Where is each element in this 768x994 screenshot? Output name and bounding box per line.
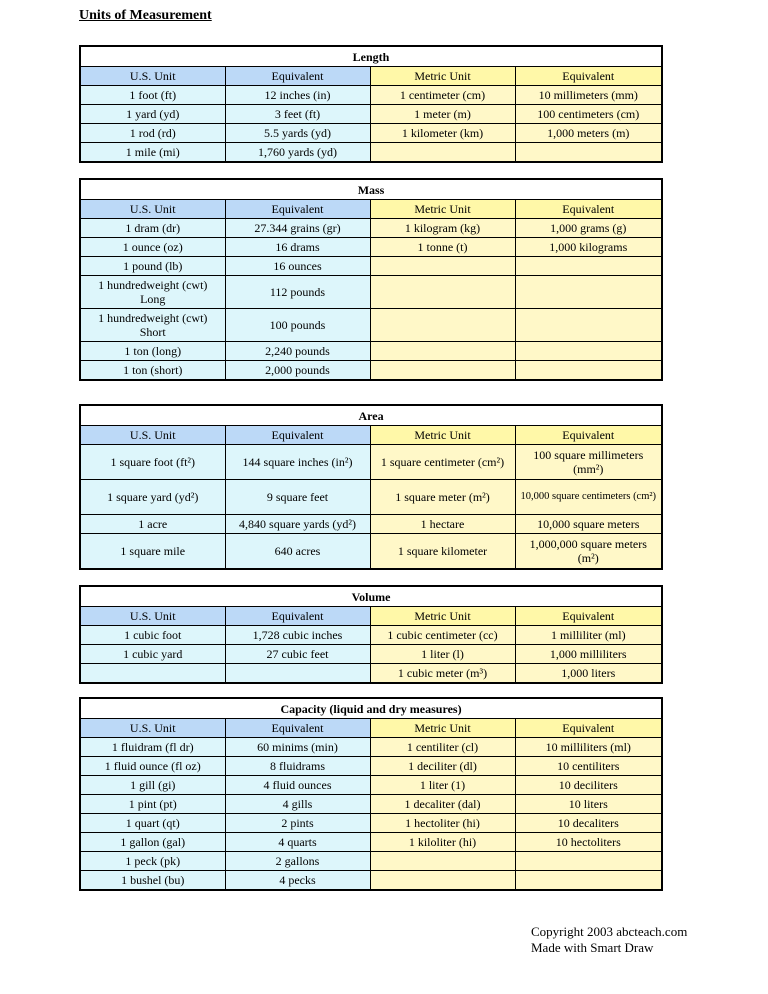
copyright-text: Copyright 2003 abcteach.com (531, 924, 688, 939)
cell-us-unit: 1 gill (gi) (80, 776, 225, 795)
table-row (80, 515, 662, 534)
cell-metric-unit: 1 square meter (m²) (370, 480, 515, 515)
cell-us-equivalent: 4 gills (225, 795, 370, 814)
cell-us-equivalent (225, 664, 370, 683)
cell-us-unit: 1 ounce (oz) (80, 238, 225, 257)
cell-metric-equivalent: 10 hectoliters (515, 833, 662, 852)
cell-us-unit: 1 pint (pt) (80, 795, 225, 814)
cell-metric-unit: 1 kilogram (kg) (370, 219, 515, 238)
cell-metric-unit: 1 cubic meter (m³) (370, 664, 515, 683)
cell-metric-unit: 1 meter (m) (370, 105, 515, 124)
cell-us-equivalent: 27.344 grains (gr) (225, 219, 370, 238)
cell-metric-equivalent: 1,000,000 square meters (m²) (515, 534, 662, 569)
cell-metric-equivalent (515, 871, 662, 890)
cell-us-unit: 1 square mile (80, 534, 225, 569)
cell-metric-unit: 1 hectare (370, 515, 515, 534)
table-caption: Length (80, 46, 662, 67)
copyright-block (531, 924, 687, 956)
header-row (80, 607, 662, 626)
header-metric-unit: Metric Unit (370, 67, 515, 86)
table-row (80, 757, 662, 776)
cell-metric-equivalent: 10 decaliters (515, 814, 662, 833)
cell-metric-equivalent: 1,000 kilograms (515, 238, 662, 257)
cell-metric-equivalent (515, 342, 662, 361)
cell-metric-unit: 1 tonne (t) (370, 238, 515, 257)
header-row (80, 719, 662, 738)
capacity-table (79, 697, 663, 891)
cell-us-equivalent: 16 ounces (225, 257, 370, 276)
header-row (80, 67, 662, 86)
table-caption: Capacity (liquid and dry measures) (80, 698, 662, 719)
cell-metric-unit: 1 centiliter (cl) (370, 738, 515, 757)
cell-us-unit: 1 peck (pk) (80, 852, 225, 871)
header-row (80, 200, 662, 219)
cell-metric-equivalent: 10 millimeters (mm) (515, 86, 662, 105)
cell-metric-equivalent: 10 liters (515, 795, 662, 814)
table-row (80, 664, 662, 683)
cell-us-unit: 1 quart (qt) (80, 814, 225, 833)
header-us-equivalent: Equivalent (225, 426, 370, 445)
cell-us-unit: 1 fluidram (fl dr) (80, 738, 225, 757)
header-metric-equivalent: Equivalent (515, 67, 662, 86)
header-metric-equivalent: Equivalent (515, 719, 662, 738)
cell-metric-unit: 1 deciliter (dl) (370, 757, 515, 776)
cell-metric-equivalent: 10 deciliters (515, 776, 662, 795)
table-row (80, 105, 662, 124)
cell-metric-equivalent: 1,000 milliliters (515, 645, 662, 664)
table-row (80, 871, 662, 890)
cell-us-equivalent: 1,728 cubic inches (225, 626, 370, 645)
cell-metric-equivalent: 1 milliliter (ml) (515, 626, 662, 645)
cell-us-equivalent: 640 acres (225, 534, 370, 569)
cell-us-equivalent: 12 inches (in) (225, 86, 370, 105)
cell-us-unit: 1 hundredweight (cwt) Short (80, 309, 225, 342)
table-caption: Area (80, 405, 662, 426)
cell-us-unit: 1 cubic foot (80, 626, 225, 645)
cell-us-unit: 1 fluid ounce (fl oz) (80, 757, 225, 776)
cell-us-unit: 1 rod (rd) (80, 124, 225, 143)
cell-us-unit: 1 hundredweight (cwt) Long (80, 276, 225, 309)
cell-us-equivalent: 4 pecks (225, 871, 370, 890)
made-with-text: Made with Smart Draw (531, 940, 654, 955)
cell-us-unit: 1 dram (dr) (80, 219, 225, 238)
cell-us-equivalent: 100 pounds (225, 309, 370, 342)
cell-metric-unit: 1 decaliter (dal) (370, 795, 515, 814)
header-metric-unit: Metric Unit (370, 719, 515, 738)
cell-us-equivalent: 9 square feet (225, 480, 370, 515)
cell-us-unit (80, 664, 225, 683)
page-title: Units of Measurement (79, 8, 212, 23)
table-caption: Mass (80, 179, 662, 200)
cell-metric-unit: 1 hectoliter (hi) (370, 814, 515, 833)
volume-table (79, 585, 663, 684)
cell-metric-equivalent: 1,000 liters (515, 664, 662, 683)
cell-us-unit: 1 ton (long) (80, 342, 225, 361)
header-metric-equivalent: Equivalent (515, 426, 662, 445)
cell-us-equivalent: 2,240 pounds (225, 342, 370, 361)
cell-us-equivalent: 4 fluid ounces (225, 776, 370, 795)
cell-metric-equivalent (515, 361, 662, 380)
cell-us-unit: 1 square foot (ft²) (80, 445, 225, 480)
cell-metric-equivalent: 100 square millimeters (mm²) (515, 445, 662, 480)
cell-metric-equivalent: 10,000 square centimeters (cm²) (515, 480, 662, 515)
header-us-equivalent: Equivalent (225, 719, 370, 738)
header-us-equivalent: Equivalent (225, 200, 370, 219)
cell-metric-equivalent: 10 centiliters (515, 757, 662, 776)
cell-metric-equivalent (515, 852, 662, 871)
table-row (80, 309, 662, 342)
mass-table (79, 178, 663, 381)
header-metric-unit: Metric Unit (370, 200, 515, 219)
cell-metric-unit: 1 kilometer (km) (370, 124, 515, 143)
table-row (80, 238, 662, 257)
table-row (80, 534, 662, 569)
area-table (79, 404, 663, 570)
cell-us-equivalent: 1,760 yards (yd) (225, 143, 370, 162)
cell-metric-equivalent (515, 276, 662, 309)
table-row (80, 480, 662, 515)
table-row (80, 738, 662, 757)
cell-metric-unit (370, 257, 515, 276)
cell-metric-unit: 1 cubic centimeter (cc) (370, 626, 515, 645)
cell-us-equivalent: 27 cubic feet (225, 645, 370, 664)
table-row (80, 86, 662, 105)
cell-us-unit: 1 mile (mi) (80, 143, 225, 162)
table-row (80, 342, 662, 361)
cell-metric-equivalent: 10 milliliters (ml) (515, 738, 662, 757)
cell-us-unit: 1 acre (80, 515, 225, 534)
header-metric-unit: Metric Unit (370, 607, 515, 626)
header-us-unit: U.S. Unit (80, 200, 225, 219)
cell-us-equivalent: 2 pints (225, 814, 370, 833)
cell-metric-unit (370, 342, 515, 361)
table-row (80, 833, 662, 852)
cell-metric-unit: 1 liter (1) (370, 776, 515, 795)
cell-metric-equivalent (515, 257, 662, 276)
table-row (80, 645, 662, 664)
cell-metric-equivalent: 1,000 meters (m) (515, 124, 662, 143)
header-metric-unit: Metric Unit (370, 426, 515, 445)
cell-metric-unit (370, 309, 515, 342)
cell-us-equivalent: 16 drams (225, 238, 370, 257)
cell-metric-equivalent: 10,000 square meters (515, 515, 662, 534)
table-row (80, 445, 662, 480)
cell-us-unit: 1 yard (yd) (80, 105, 225, 124)
table-row (80, 852, 662, 871)
cell-metric-unit: 1 kiloliter (hi) (370, 833, 515, 852)
header-us-equivalent: Equivalent (225, 607, 370, 626)
cell-metric-unit: 1 liter (l) (370, 645, 515, 664)
table-caption: Volume (80, 586, 662, 607)
table-row (80, 361, 662, 380)
cell-us-equivalent: 5.5 yards (yd) (225, 124, 370, 143)
cell-us-unit: 1 gallon (gal) (80, 833, 225, 852)
cell-us-equivalent: 2,000 pounds (225, 361, 370, 380)
cell-metric-unit (370, 852, 515, 871)
cell-metric-unit (370, 276, 515, 309)
cell-us-equivalent: 2 gallons (225, 852, 370, 871)
cell-us-equivalent: 112 pounds (225, 276, 370, 309)
cell-us-unit: 1 cubic yard (80, 645, 225, 664)
table-row (80, 776, 662, 795)
table-row (80, 276, 662, 309)
cell-us-equivalent: 4,840 square yards (yd²) (225, 515, 370, 534)
cell-metric-unit (370, 143, 515, 162)
cell-us-unit: 1 pound (lb) (80, 257, 225, 276)
header-us-unit: U.S. Unit (80, 426, 225, 445)
length-table (79, 45, 663, 163)
table-row (80, 626, 662, 645)
cell-us-equivalent: 4 quarts (225, 833, 370, 852)
table-row (80, 219, 662, 238)
header-metric-equivalent: Equivalent (515, 607, 662, 626)
table-row (80, 814, 662, 833)
table-row (80, 257, 662, 276)
header-metric-equivalent: Equivalent (515, 200, 662, 219)
table-row (80, 143, 662, 162)
cell-us-equivalent: 8 fluidrams (225, 757, 370, 776)
cell-us-equivalent: 60 minims (min) (225, 738, 370, 757)
cell-metric-equivalent (515, 143, 662, 162)
cell-us-unit: 1 bushel (bu) (80, 871, 225, 890)
header-us-unit: U.S. Unit (80, 719, 225, 738)
cell-us-equivalent: 3 feet (ft) (225, 105, 370, 124)
cell-us-unit: 1 foot (ft) (80, 86, 225, 105)
table-row (80, 795, 662, 814)
header-us-unit: U.S. Unit (80, 67, 225, 86)
cell-metric-unit: 1 square centimeter (cm²) (370, 445, 515, 480)
cell-us-equivalent: 144 square inches (in²) (225, 445, 370, 480)
cell-us-unit: 1 ton (short) (80, 361, 225, 380)
header-row (80, 426, 662, 445)
table-row (80, 124, 662, 143)
cell-metric-equivalent: 100 centimeters (cm) (515, 105, 662, 124)
header-us-equivalent: Equivalent (225, 67, 370, 86)
cell-us-unit: 1 square yard (yd²) (80, 480, 225, 515)
cell-metric-unit: 1 square kilometer (370, 534, 515, 569)
cell-metric-equivalent: 1,000 grams (g) (515, 219, 662, 238)
cell-metric-unit (370, 871, 515, 890)
header-us-unit: U.S. Unit (80, 607, 225, 626)
cell-metric-equivalent (515, 309, 662, 342)
cell-metric-unit: 1 centimeter (cm) (370, 86, 515, 105)
cell-metric-unit (370, 361, 515, 380)
